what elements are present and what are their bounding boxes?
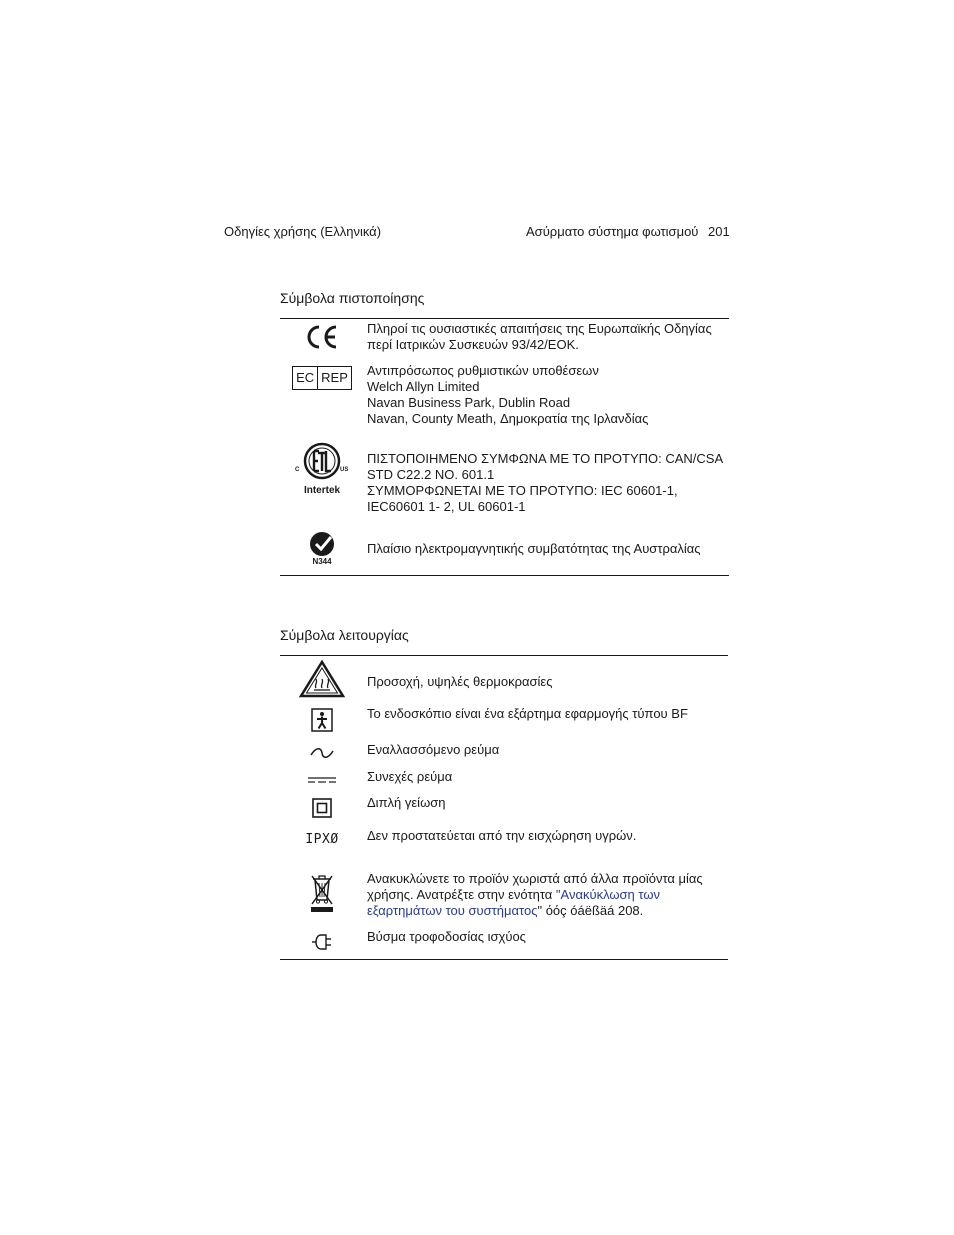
rep-label: REP	[321, 370, 348, 385]
ipx0-description: Δεν προστατεύεται από την εισχώρηση υγρών.	[367, 828, 637, 843]
c-tick-code: N344	[312, 557, 332, 566]
c-tick-icon	[280, 530, 364, 568]
certification-top-rule	[280, 318, 729, 319]
ce-mark-icon	[280, 324, 364, 350]
dc-description: Συνεχές ρεύμα	[367, 769, 453, 784]
double-insulation-icon	[280, 798, 364, 818]
bf-description: Το ενδοσκόπιο είναι ένα εξάρτημα εφαρμογής τύπου BF	[367, 706, 688, 721]
certification-bottom-rule	[280, 575, 729, 576]
ce-description: Πληροί τις ουσιαστικές απαιτήσεις της Ευρωπαϊκής Οδηγίας περί Ιατρικών Συσκευών 93/42/ΕΟΚ.	[367, 321, 712, 352]
page-number: 201	[708, 224, 730, 239]
operation-section-title: Σύμβολα λειτουργίας	[280, 627, 409, 643]
etl-c-label: C	[295, 467, 300, 473]
hot-surface-warning-icon	[280, 660, 364, 698]
header-manual-title: Οδηγίες χρήσης (Ελληνικά)	[224, 224, 382, 239]
recycling-section-link[interactable]: "Ανακύκλωση των	[555, 887, 661, 902]
weee-description: Ανακυκλώνετε το προϊόν χωριστά από άλλα προϊόντα μίας χρήσης. Ανατρέξτε στην ενότητα "Ανακύκλωση των εξαρτημάτων του συστήματος" όόç óáëßäá 208.	[367, 871, 703, 918]
intertek-label: Intertek	[303, 485, 341, 496]
certification-section-title: Σύμβολα πιστοποίησης	[280, 290, 425, 306]
ipx0-icon	[280, 832, 364, 847]
type-bf-applied-part-icon	[280, 708, 364, 732]
operation-top-rule	[280, 655, 728, 656]
double-insulation-description: Διπλή γείωση	[367, 795, 446, 810]
etl-intertek-icon	[280, 442, 364, 500]
direct-current-icon	[280, 776, 364, 784]
ipx0-label: IPXØ	[305, 832, 339, 847]
hot-description: Προσοχή, υψηλές θερμοκρασίες	[367, 674, 553, 689]
ec-rep-icon	[280, 366, 364, 390]
power-plug-icon	[280, 933, 364, 951]
ec-label: EC	[293, 367, 318, 389]
header-product-name: Ασύρματο σύστημα φωτισμού	[526, 224, 699, 239]
ac-description: Εναλλασσόμενο ρεύμα	[367, 742, 500, 757]
c-tick-description: Πλαίσιο ηλεκτρομαγνητικής συμβατότητας της Αυστραλίας	[367, 541, 701, 556]
operation-bottom-rule	[280, 959, 728, 960]
power-plug-description: Βύσμα τροφοδοσίας ισχύος	[367, 929, 526, 944]
etl-us-label: US	[340, 467, 349, 473]
etl-description: ΠΙΣΤΟΠΟΙΗΜΕΝΟ ΣΥΜΦΩΝΑ ΜΕ ΤΟ ΠΡΟΤΥΠΟ: CAN/CSA STD C22.2 NO. 601.1 ΣΥΜΜΟΡΦΩΝΕΤΑΙ ΜΕ ΤΟ ΠΡΟΤΥΠΟ: IEC 60601-1, IEC60601 1- 2, UL 60601-1	[367, 451, 724, 514]
recycling-section-link-continued[interactable]: εξαρτημάτων του συστήματος	[367, 903, 538, 918]
alternating-current-icon	[280, 746, 364, 760]
ec-rep-description: Αντιπρόσωπος ρυθμιστικών υποθέσεων Welch Allyn Limited Navan Business Park, Dublin Road Navan, County Meath, Δημοκρατία της Ιρλανδίας	[367, 363, 649, 426]
weee-recycle-icon	[280, 873, 364, 913]
